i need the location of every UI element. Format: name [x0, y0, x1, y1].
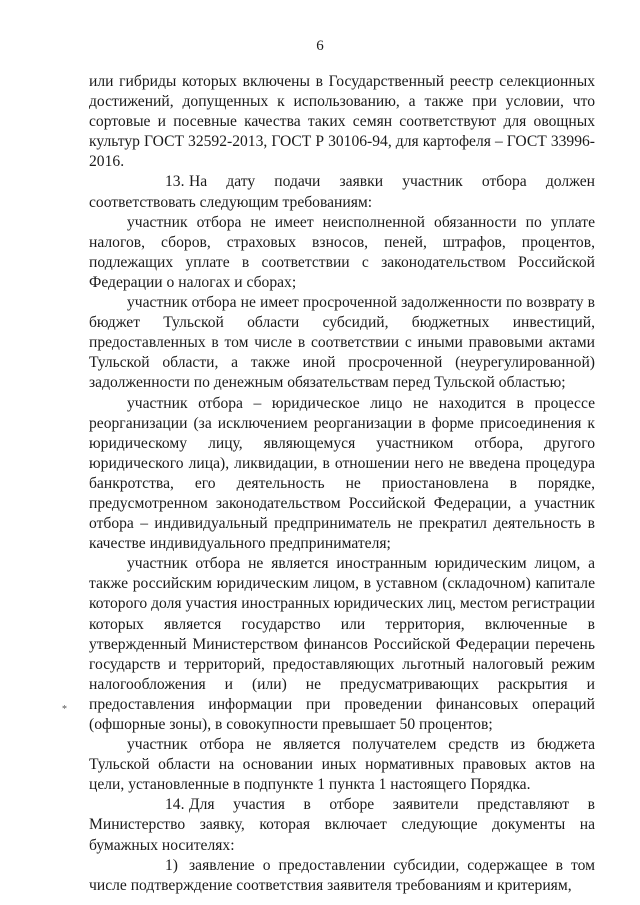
paragraph-number: 14.: [165, 796, 185, 814]
requirement-other-funds: [89, 735, 595, 795]
paragraph-text: участник отбора не является получателем средств из бюджета Тульской области на основании иных нормативных правовых актов на цели, установленные в подпункте 1 пункта 1 настоящего Порядка.: [89, 736, 595, 794]
paragraph-text: участник отбора не имеет неисполненной обязанности по уплате налогов, сборов, страховых взносов, пеней, штрафов, процентов, подлежащих уплате в соответствии с законодательством Российской Федерации о налогах и сборах;: [89, 213, 595, 291]
paragraph-text: Для участия в отборе заявители представляют в Министерство заявку, которая включает следующие документы на бумажных носителях:: [89, 796, 595, 854]
paragraph-number: 13.: [165, 173, 185, 191]
requirement-taxes: [89, 213, 595, 293]
requirement-foreign-entity: [89, 554, 595, 735]
paragraph-text: участник отбора – юридическое лицо не находится в процессе реорганизации (за исключением реорганизации в форме присоединения к юридическому лицу, являющемуся участником отбора, другого юридического лица), ликвидации, в отношении него не введена процедура банкротства, его деятельность не приостановлена в порядке, предусмотренном законодательством Российской Федерации, а участник отбора – индивидуальный предприниматель не прекратил деятельность в качестве индивидуального предпринимателя;: [89, 394, 595, 553]
paragraph-item-14: [89, 795, 595, 855]
paragraph-text: участник отбора не является иностранным юридическим лицом, а также российским юридическим лицом, в уставном (складочном) капитале которого доля участия иностранных юридических лиц, местом регистрации которых является государство или территория, включенные в утвержденный Министерством финансов Российской Федерации перечень государств и территорий, предоставляющих льготный налоговый режим налогообложения и (или) не предусматривающих раскрытия и предоставления информации при проведении финансовых операций (офшорные зоны), в совокупности превышает 50 процентов;: [89, 555, 595, 733]
paragraph-text: или гибриды которых включены в Государственный реестр селекционных достижений, допущенных к использованию, а также при условии, что сортовые и посевные качества таких семян соответствуют для овощных культур ГОСТ 32592-2013, ГОСТ Р 30106-94, для картофеля – ГОСТ 33996-2016.: [89, 73, 595, 171]
page-number: 6: [316, 38, 324, 54]
paragraph-item-13: [89, 172, 595, 212]
paragraph-text: заявление о предоставлении субсидии, содержащее в том числе подтверждение соответствия заявителя требованиям и критериям,: [89, 856, 595, 894]
paragraph-subitem-1: [89, 856, 595, 896]
document-body: [89, 72, 595, 896]
paragraph-continuation: [89, 72, 595, 172]
requirement-debt: [89, 293, 595, 393]
paragraph-number: 1): [165, 856, 178, 874]
requirement-reorganization: [89, 394, 595, 555]
margin-mark: *: [62, 704, 67, 715]
paragraph-text: На дату подачи заявки участник отбора должен соответствовать следующим требованиям:: [89, 173, 595, 211]
paragraph-text: участник отбора не имеет просроченной задолженности по возврату в бюджет Тульской области субсидий, бюджетных инвестиций, предоставленных в том числе в соответствии с иными правовыми актами Тульской области, а также иной просроченной (неурегулированной) задолженности по денежным обязательствам перед Тульской областью;: [89, 294, 595, 392]
